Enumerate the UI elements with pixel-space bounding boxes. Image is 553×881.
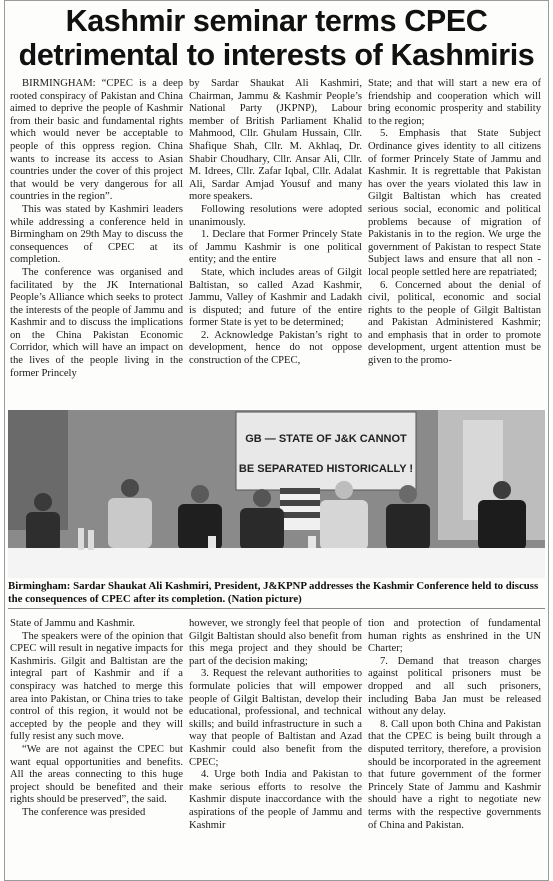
article-top-columns <box>10 78 541 408</box>
paragraph: This was stated by Kashmiri leaders while addressing a conference held in Birmingham on 29th May to discuss the consequences of CPEC at its completion. <box>10 203 183 266</box>
headline <box>8 4 545 72</box>
paragraph: The conference was presided <box>22 806 146 818</box>
conference-photo-illustration <box>8 410 545 578</box>
paragraph: 6. Concerned about the denial of civil, political, economic and social rights to the people of Gilgit Baltistan and Pakistan Administered Kashmir; and emphasis that in order to promote development, urgent attention must be given to the promo- <box>368 279 541 367</box>
article-column-4 <box>10 618 183 876</box>
article-column-1 <box>10 78 183 408</box>
paragraph: 2. Acknowledge Pakistan’s right to development, hence do not oppose construction of the CPEC, <box>189 329 362 367</box>
article-column-2 <box>189 78 362 408</box>
banner-text-2: BE SEPARATED HISTORICALLY ! <box>238 463 414 475</box>
article-bottom-columns <box>10 618 541 876</box>
article-column-5 <box>189 618 362 876</box>
table-cloth <box>8 548 545 578</box>
paragraph: 7. Demand that treason charges against political prisoners must be dropped and all such prisoners, including Baba Jan must be released without any delay. <box>368 655 541 718</box>
paragraph: 1. Declare that Former Princely State of Jammu Kashmir is one political entity; and the entire <box>189 229 362 266</box>
paragraph: State; and that will start a new era of friendship and cooperation which will bring economic prosperity and stability to the region; <box>368 78 541 127</box>
conference-photo <box>8 410 545 578</box>
paragraph: BIRMINGHAM: “CPEC is a deep rooted conspiracy of Pakistan and China aimed to deprive the people of Kashmir from their basic and fundamental rights which would never be acceptable to people of this oppress region. China wants to increase its access to Asian countries under the cover of this project that would be very dangerous for all countries in the region”. <box>10 78 183 203</box>
paragraph: 3. Request the relevant authorities to formulate policies that will empower people of Gilgit Baltistan, develop their educational, professional, and technical skills; and build infrastructure in such a way that people of Baltistan and Azad Kashmir could also benefit from the CPEC; <box>189 668 362 768</box>
paragraph: Following resolutions were adopted unanimously. <box>189 203 362 228</box>
paragraph: “We are not against the CPEC but want equal opportunities and benefits. All the areas connecting to this huge project should be benefited and their rights should be preserved”, the said. <box>10 743 183 806</box>
paragraph: by Sardar Shaukat Ali Kashmiri, Chairman, Jammu & Kashmir People’s National Party (JKPNP), Labour member of British Parliament Khalid Mahmood, Cllr. Ghulam Hussain, Cllr. Shafique Shah, Cllr. M. Akhlaq, Dr. Shabir Choudhary, Cllr. Ansar Ali, Cllr. M. Idrees, Cllr. Zafar Iqbal, Cllr. Adalat Ali, Sardar Amjad Yousuf and many more speakers. <box>189 78 362 203</box>
paragraph: The speakers were of the opinion that CPEC will result in negative impacts for Kashmiris. Gilgit and Baltistan are the integral part of Kashmir and if a conspiracy was hatched to merge this area into Pakistan, or China tries to take control of this region, it would not be accepted by the people and they will fully resist any such move. <box>10 630 183 743</box>
paragraph: State of Jammu and Kashmir. <box>10 618 136 629</box>
article-column-3 <box>368 78 541 408</box>
paragraph: 4. Urge both India and Pakistan to make serious efforts to resolve the Kashmir dispute inaccordance with the aspirations of the people of Jammu and Kashmir <box>189 769 362 831</box>
flag <box>280 488 320 530</box>
headline-line-1: Kashmir seminar terms CPEC <box>65 4 488 38</box>
paragraph: The conference was organised and facilitated by the JK International People’s Alliance which seeks to protect the interests of the people of Jammu and Kashmir and to discuss the implications on the China Pakistan Economic Corridor, which will have an impact on the lives of the people living in the former Princely <box>10 266 183 379</box>
article-column-6 <box>368 618 541 876</box>
paragraph: however, we strongly feel that people of Gilgit Baltistan should also benefit from this mega project and they should be part of the decision making; <box>189 618 362 667</box>
paragraph: 5. Emphasis that State Subject Ordinance gives identity to all citizens of former Princely State of Jammu and Kashmir. It is regrettable that Pakistan has over the years violated this law in Gilgit Baltistan which has created serious social, economic and political problems because of migration of Pakistanis in to the region. We urge the government of Pakistan to respect State Subject laws and ensure that all non - local people settled here are repatriated; <box>368 128 541 278</box>
paragraph: tion and protection of fundamental human rights as enshrined in the UN Charter; <box>368 618 541 655</box>
banner-text-1: GB — STATE OF J&K CANNOT <box>245 433 407 445</box>
paragraph: 8. Call upon both China and Pakistan that the CPEC is being built through a disputed territory, therefore, a provision should be incorporated in the agreement that future government of the former Princely State of Jammu and Kashmir should have a right to negotiate new terms with the respective governments of China and Pakistan. <box>368 718 541 831</box>
divider <box>8 608 545 609</box>
photo-caption: Birmingham: Sardar Shaukat Ali Kashmiri, President, J&KPNP addresses the Kashmir Conference held to discuss the consequences of CPEC after its completion. (Nation picture) <box>8 580 539 605</box>
headline-line-2: detrimental to interests of Kashmiris <box>18 38 535 72</box>
paragraph: State, which includes areas of Gilgit Baltistan, so called Azad Kashmir, Jammu, Valley of Kashmir and Ladakh is disputed; and future of the entire former State is yet to be determined; <box>189 266 362 329</box>
